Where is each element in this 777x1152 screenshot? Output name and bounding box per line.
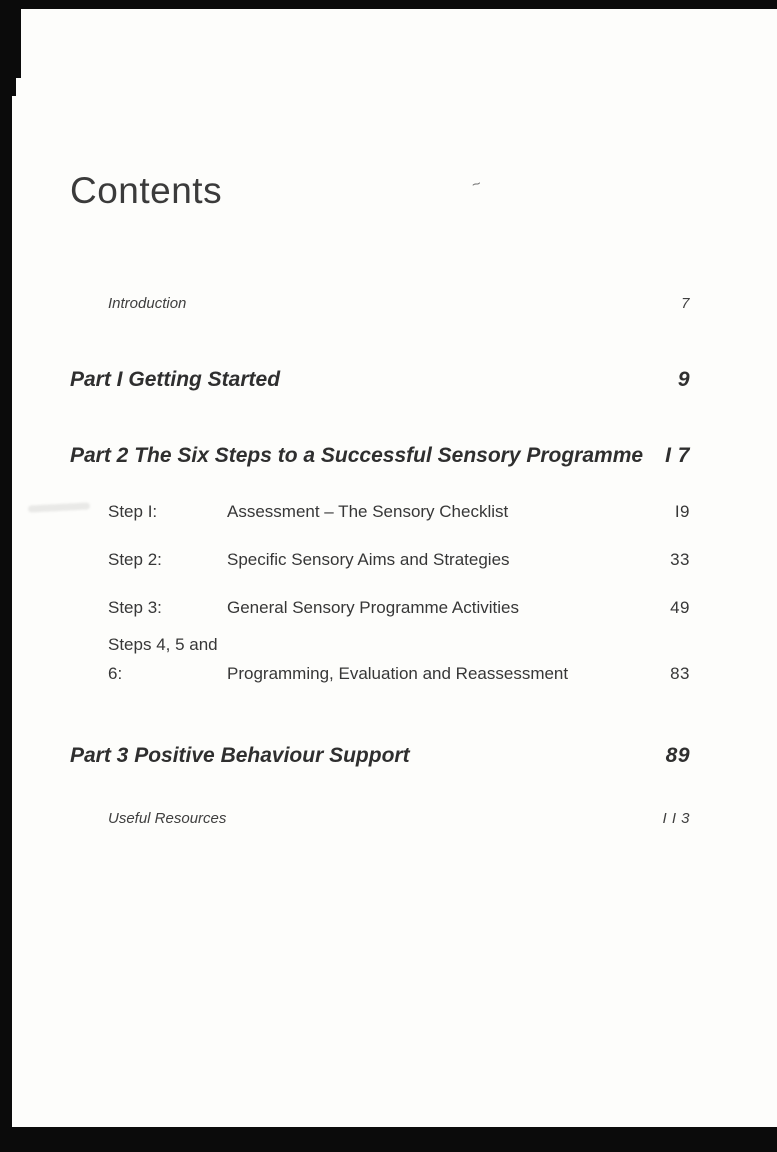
entry-label: Introduction xyxy=(108,295,187,312)
entry-page-number: I9 xyxy=(674,502,690,521)
toc-entry-step-1 xyxy=(108,497,690,526)
entry-page-number: I 7 xyxy=(665,444,690,467)
step-title: General Sensory Programme Activities xyxy=(227,598,519,617)
scan-smudge xyxy=(28,502,90,512)
toc-entry-useful-resources xyxy=(108,810,690,827)
step-label: Steps 4, 5 and 6: xyxy=(108,635,218,683)
entry-page-number: 33 xyxy=(670,550,690,569)
entry-page-number: I I 3 xyxy=(662,810,690,827)
step-title: Assessment – The Sensory Checklist xyxy=(227,502,509,521)
toc-entry-steps-4-5-6 xyxy=(108,630,690,688)
toc-entry-step-3 xyxy=(108,593,690,622)
entry-label: Part 2 The Six Steps to a Successful Sensory Programme xyxy=(70,444,644,467)
step-label: Step 2: xyxy=(108,550,162,569)
entry-label: Part 3 Positive Behaviour Support xyxy=(70,744,410,767)
step-label: Step 3: xyxy=(108,598,162,617)
entry-page-number: 7 xyxy=(681,295,690,312)
step-label: Step I: xyxy=(108,502,158,521)
scan-edge-left-nub xyxy=(0,78,16,96)
scan-edge-left-patch xyxy=(0,0,21,78)
scan-edge-bottom xyxy=(0,1127,777,1152)
toc-entry-part-3 xyxy=(70,744,690,768)
entry-page-number: 49 xyxy=(670,598,690,617)
toc-entry-introduction xyxy=(108,295,690,312)
entry-page-number: 89 xyxy=(665,744,690,767)
step-title: Programming, Evaluation and Reassessment xyxy=(227,664,569,683)
page-title: Contents xyxy=(70,170,223,211)
step-title: Specific Sensory Aims and Strategies xyxy=(227,550,510,569)
entry-page-number: 9 xyxy=(677,368,690,391)
entry-page-number: 83 xyxy=(670,664,690,683)
toc-entry-part-2 xyxy=(70,444,690,468)
scan-edge-left xyxy=(0,0,12,1152)
scan-artifact-mark: ~ xyxy=(469,175,484,194)
toc-entry-step-2 xyxy=(108,545,690,574)
entry-label: Part I Getting Started xyxy=(70,368,281,391)
toc-entry-part-1 xyxy=(70,368,690,392)
scan-edge-top xyxy=(0,0,777,9)
entry-label: Useful Resources xyxy=(108,810,227,827)
